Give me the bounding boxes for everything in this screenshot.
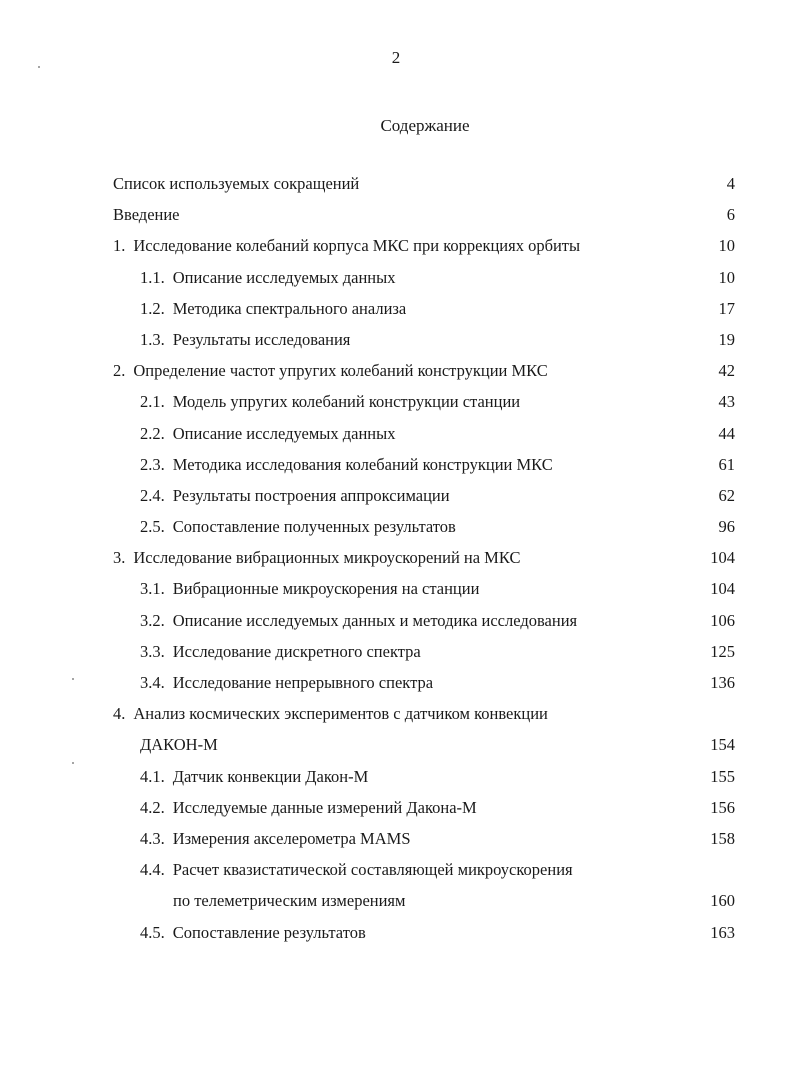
toc-entry-number: 3. bbox=[113, 548, 126, 568]
toc-entry-page: 10 bbox=[718, 236, 735, 256]
toc-entry bbox=[0, 293, 792, 324]
toc-entry-label bbox=[113, 168, 359, 199]
toc-entry-label bbox=[140, 573, 479, 604]
toc-entry-text: по телеметрическим измерениям bbox=[173, 891, 406, 911]
table-of-contents bbox=[0, 168, 792, 948]
toc-entry bbox=[0, 230, 792, 261]
toc-entry-text: Исследование колебаний корпуса МКС при коррекциях орбиты bbox=[133, 236, 581, 256]
toc-entry-text: Описание исследуемых данных и методика исследования bbox=[172, 610, 578, 630]
toc-entry-page: 96 bbox=[718, 517, 735, 537]
toc-entry-page: 10 bbox=[718, 267, 735, 287]
toc-entry-page: 158 bbox=[710, 828, 735, 848]
toc-entry-label bbox=[140, 480, 450, 511]
toc-entry-label bbox=[113, 355, 548, 386]
toc-entry bbox=[0, 636, 792, 667]
toc-entry bbox=[0, 792, 792, 823]
toc-entry-number: 4.2. bbox=[140, 797, 165, 817]
toc-entry bbox=[0, 854, 792, 885]
toc-entry-number: 2.4. bbox=[140, 485, 165, 505]
toc-entry bbox=[0, 511, 792, 542]
toc-entry-text: Описание исследуемых данных bbox=[172, 423, 396, 443]
toc-entry-label bbox=[113, 199, 180, 230]
toc-entry-text: ДАКОН-М bbox=[140, 735, 218, 755]
toc-entry-label bbox=[173, 885, 405, 916]
toc-entry-text: Список используемых сокращений bbox=[113, 174, 360, 193]
toc-entry-text: Датчик конвекции Дакон-М bbox=[172, 766, 369, 786]
toc-entry bbox=[0, 917, 792, 948]
toc-entry-text: Исследование дискретного спектра bbox=[172, 641, 421, 661]
toc-entry bbox=[0, 168, 792, 199]
toc-entry-text: Исследуемые данные измерений Дакона-М bbox=[172, 797, 477, 817]
toc-entry bbox=[0, 729, 792, 760]
toc-entry-label bbox=[140, 823, 411, 854]
toc-entry-text: Анализ космических экспериментов с датчиком конвекции bbox=[133, 704, 548, 724]
toc-entry bbox=[0, 262, 792, 293]
scan-speck bbox=[72, 678, 74, 680]
toc-entry-label bbox=[140, 761, 368, 792]
toc-entry-label bbox=[140, 418, 395, 449]
toc-entry-label bbox=[113, 230, 580, 261]
toc-entry-text: Исследование вибрационных микроускорений на МКС bbox=[133, 548, 521, 568]
toc-entry bbox=[0, 480, 792, 511]
toc-entry-label bbox=[140, 262, 395, 293]
toc-entry bbox=[0, 761, 792, 792]
toc-entry bbox=[0, 573, 792, 604]
toc-entry-number: 2.3. bbox=[140, 454, 165, 474]
toc-entry-number: 3.1. bbox=[140, 579, 165, 599]
toc-entry-label bbox=[140, 636, 421, 667]
toc-entry-page: 125 bbox=[710, 641, 735, 661]
toc-entry-label bbox=[140, 667, 433, 698]
toc-entry-page: 17 bbox=[718, 298, 735, 318]
toc-entry-label bbox=[140, 729, 218, 760]
toc-entry-label bbox=[140, 605, 577, 636]
scan-speck bbox=[72, 762, 74, 764]
toc-entry-page: 155 bbox=[710, 766, 735, 786]
toc-entry-page: 104 bbox=[710, 579, 735, 599]
toc-entry-label bbox=[113, 698, 548, 729]
toc-entry-label bbox=[140, 792, 477, 823]
toc-entry bbox=[0, 885, 792, 916]
toc-entry-number: 1.3. bbox=[140, 329, 165, 349]
toc-entry-text: Введение bbox=[113, 205, 180, 225]
toc-entry-text: Расчет квазистатической составляющей микроускорения bbox=[172, 860, 573, 880]
toc-entry-label bbox=[113, 542, 520, 573]
toc-entry-number: 4.5. bbox=[140, 922, 165, 942]
toc-entry-page: 19 bbox=[718, 329, 735, 349]
toc-entry-number: 2. bbox=[113, 361, 126, 381]
scan-speck bbox=[38, 66, 40, 68]
toc-entry-text: Модель упругих колебаний конструкции станции bbox=[172, 392, 521, 412]
toc-entry-number: 2.2. bbox=[140, 423, 165, 443]
toc-entry-text: Описание исследуемых данных bbox=[172, 267, 396, 287]
toc-entry-page: 136 bbox=[710, 673, 735, 692]
toc-entry-page: 43 bbox=[718, 392, 735, 412]
toc-entry-page: 156 bbox=[710, 797, 735, 817]
toc-entry-label bbox=[140, 324, 350, 355]
toc-entry-text: Результаты построения аппроксимации bbox=[172, 485, 450, 505]
toc-entry bbox=[0, 698, 792, 729]
toc-entry-text: Сопоставление результатов bbox=[172, 922, 366, 942]
toc-entry-page: 44 bbox=[718, 423, 735, 443]
toc-entry-number: 4.1. bbox=[140, 766, 165, 786]
toc-entry-page: 104 bbox=[710, 548, 735, 568]
toc-entry-page: 62 bbox=[718, 485, 735, 505]
toc-entry-number: 4.3. bbox=[140, 828, 165, 848]
toc-entry-page: 61 bbox=[718, 454, 735, 474]
toc-entry-text: Исследование непрерывного спектра bbox=[172, 673, 434, 692]
toc-entry-label bbox=[140, 511, 456, 542]
toc-entry bbox=[0, 324, 792, 355]
toc-entry-number: 4.4. bbox=[140, 860, 165, 880]
toc-entry-number: 1.2. bbox=[140, 298, 165, 318]
toc-entry-number: 1.1. bbox=[140, 267, 165, 287]
toc-entry bbox=[0, 667, 792, 698]
toc-title: Содержание bbox=[380, 116, 470, 135]
toc-entry-number: 3.4. bbox=[140, 673, 165, 692]
toc-entry bbox=[0, 449, 792, 480]
toc-entry bbox=[0, 823, 792, 854]
toc-entry-label bbox=[140, 386, 520, 417]
toc-entry bbox=[0, 542, 792, 573]
toc-entry-number: 2.5. bbox=[140, 517, 165, 537]
toc-entry-page: 4 bbox=[726, 174, 735, 193]
toc-entry-number: 4. bbox=[113, 704, 126, 724]
toc-entry bbox=[0, 355, 792, 386]
toc-entry-page: 42 bbox=[718, 361, 735, 381]
toc-entry-label bbox=[140, 917, 366, 948]
toc-entry-page: 154 bbox=[710, 735, 735, 755]
toc-entry-label bbox=[140, 449, 553, 480]
toc-entry bbox=[0, 605, 792, 636]
toc-entry-text: Вибрационные микроускорения на станции bbox=[172, 579, 480, 599]
toc-entry-page: 6 bbox=[726, 205, 735, 225]
toc-entry-text: Измерения акселерометра MAMS bbox=[172, 828, 411, 848]
toc-entry-number: 2.1. bbox=[140, 392, 165, 412]
toc-entry-page: 106 bbox=[710, 610, 735, 630]
toc-entry-label bbox=[140, 854, 573, 885]
toc-entry bbox=[0, 418, 792, 449]
toc-entry-text: Сопоставление полученных результатов bbox=[172, 517, 456, 537]
toc-entry-number: 3.3. bbox=[140, 641, 165, 661]
toc-entry bbox=[0, 386, 792, 417]
toc-entry-text: Результаты исследования bbox=[172, 329, 351, 349]
toc-entry-text: Методика исследования колебаний конструкции МКС bbox=[172, 454, 553, 474]
toc-entry-label bbox=[140, 293, 406, 324]
toc-entry-number: 1. bbox=[113, 236, 126, 256]
toc-entry-page: 160 bbox=[710, 891, 735, 911]
toc-entry-number: 3.2. bbox=[140, 610, 165, 630]
toc-entry-page: 163 bbox=[710, 922, 735, 942]
page-number: 2 bbox=[391, 48, 401, 67]
toc-entry-text: Определение частот упругих колебаний конструкции МКС bbox=[133, 361, 548, 381]
toc-entry-text: Методика спектрального анализа bbox=[172, 298, 407, 318]
toc-entry bbox=[0, 199, 792, 230]
